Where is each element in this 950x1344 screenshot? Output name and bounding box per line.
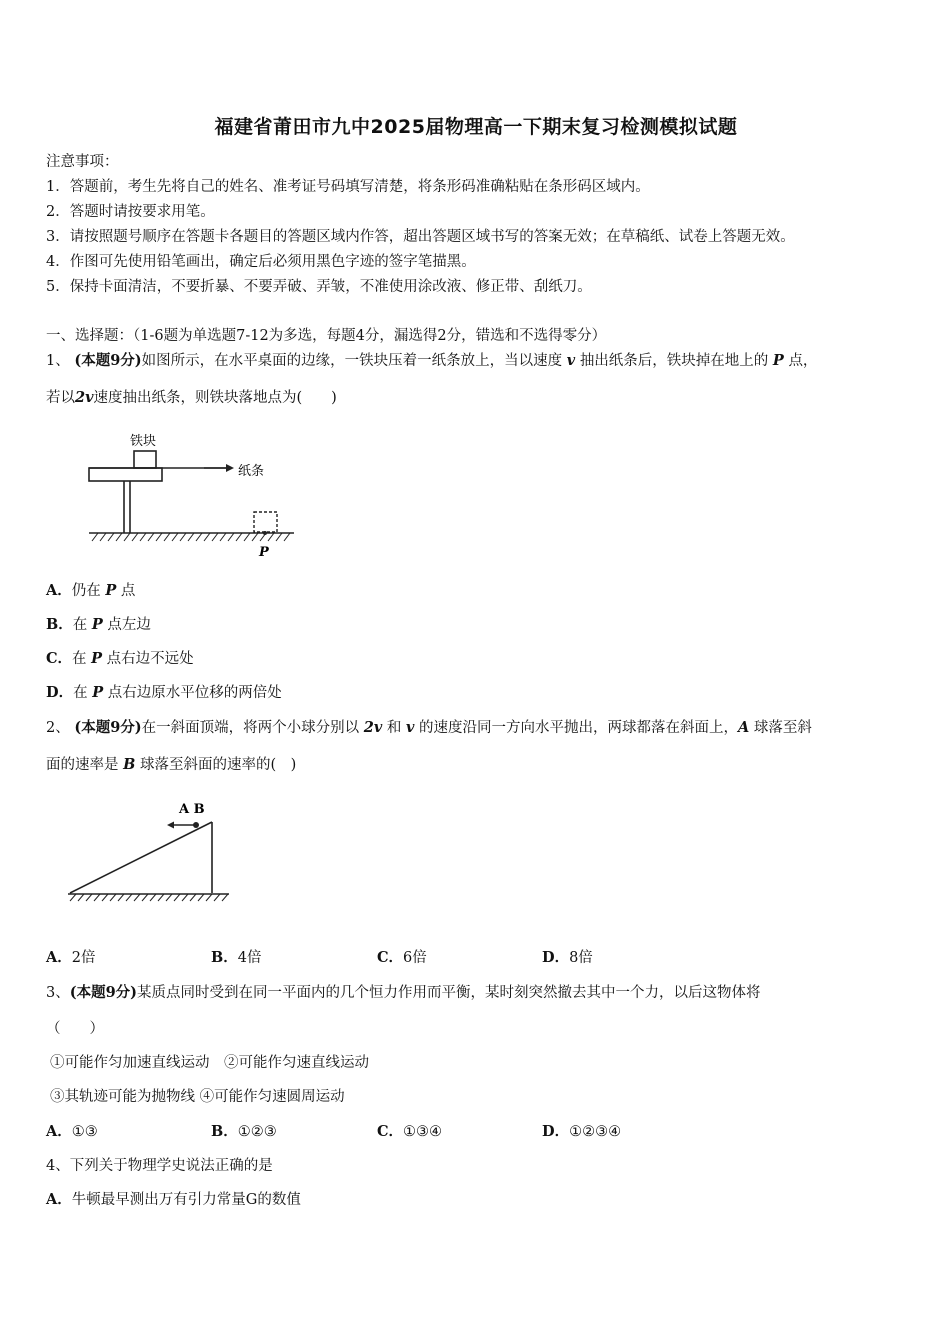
q3-option-c: [377, 1122, 442, 1142]
option-text: 点右边不远处: [102, 651, 194, 667]
option-p: P: [105, 582, 117, 599]
q3-statement-1: ①可能作匀加速直线运动 ②可能作匀速直线运动: [50, 1055, 369, 1071]
option-text: 8倍: [569, 950, 593, 966]
option-letter: A．: [46, 1123, 72, 1140]
q2-text: 的速度沿同一方向水平抛出，两球都落在斜面上，: [419, 720, 739, 736]
q1-figure: [86, 425, 306, 560]
notice-item: 1．答题前，考生先将自己的姓名、准考证号码填写清楚，将条形码准确粘贴在条形码区域内。: [46, 179, 650, 195]
option-text: 仍在: [71, 583, 106, 599]
q2-text: 和: [386, 720, 402, 736]
q1-text: 速度抽出纸条，则铁块落地点为( ): [93, 390, 337, 406]
option-text: ①③: [71, 1124, 98, 1140]
q1-p: P: [772, 352, 784, 369]
q2-a: A: [738, 719, 750, 736]
q4-option-a: [46, 1190, 301, 1210]
q1-text: 如图所示，在水平桌面的边缘，一铁块压着一纸条放上，当以速度: [141, 353, 563, 369]
q1-text: 若以: [46, 390, 75, 406]
option-text: 点左边: [102, 617, 151, 633]
notice-heading: 注意事项：: [46, 154, 119, 170]
option-p: P: [91, 650, 103, 667]
q2-text: 球落至斜面的速率的( ): [139, 757, 297, 773]
q2-figure-label: A B: [179, 802, 205, 817]
q1-text: 点，: [788, 353, 818, 369]
q2-v: v: [406, 719, 415, 736]
q2-option-d: [542, 948, 593, 968]
option-text: ①②③: [237, 1124, 277, 1140]
q1-2v: 2v: [75, 389, 94, 406]
notice-item: 4．作图可先使用铅笔画出，确定后必须用黑色字迹的签字笔描黑。: [46, 254, 476, 270]
option-letter: C．: [46, 650, 73, 667]
option-text: 在: [72, 617, 92, 633]
option-text: 在: [72, 651, 92, 667]
q2-option-c: [377, 948, 427, 968]
section-heading: 一、选择题：（1-6题为单选题7-12为多选，每题4分，漏选得2分，错选和不选得零分）: [46, 328, 607, 344]
q1-point-label: P: [259, 545, 269, 560]
q2-text: 面的速率是: [46, 757, 119, 773]
option-p: P: [91, 616, 103, 633]
question-4: 4、下列关于物理学史说法正确的是: [46, 1158, 273, 1174]
q3-score: (本题9分): [69, 984, 138, 1001]
option-text: 牛顿最早测出万有引力常量G的数值: [71, 1192, 301, 1208]
q1-prefix: 1、: [46, 353, 70, 369]
notice-item: 3．请按照题号顺序在答题卡各题目的答题区域内作答，超出答题区域书写的答案无效；在草稿纸、试卷上答题无效。: [46, 229, 795, 245]
question-1-line-2: [46, 388, 337, 408]
q3-prefix: 3、: [46, 985, 70, 1001]
q2-figure: [64, 797, 284, 909]
q3-option-b: [211, 1122, 277, 1142]
q2-2v: 2v: [363, 719, 383, 736]
option-letter: D．: [542, 949, 570, 966]
q1-v: v: [566, 352, 576, 369]
q1-text: 抽出纸条后，铁块掉在地上的: [579, 353, 769, 369]
q1-strip-label: 纸条: [238, 464, 265, 479]
notice-item: 2．答题时请按要求用笔。: [46, 204, 215, 220]
q3-option-a: [46, 1122, 98, 1142]
q2-text: 在一斜面顶端，将两个小球分别以: [141, 720, 360, 736]
q3-text: 某质点同时受到在同一平面内的几个恒力作用而平衡，某时刻突然撤去其中一个力，以后这物体将: [137, 985, 761, 1001]
q1-option-b: [46, 615, 151, 635]
option-text: 6倍: [403, 950, 427, 966]
notice-item: 5．保持卡面清洁，不要折暴、不要弄破、弄皱，不准使用涂改液、修正带、刮纸刀。: [46, 279, 592, 295]
option-letter: A．: [46, 949, 72, 966]
question-2-line-2: [46, 755, 296, 775]
question-1-line-1: [46, 351, 817, 371]
option-letter: C．: [377, 949, 404, 966]
option-text: 在: [73, 685, 93, 701]
q2-prefix: 2、: [46, 720, 70, 736]
option-text: ①②③④: [569, 1124, 622, 1140]
option-letter: A．: [46, 1191, 72, 1208]
q3-paren: （ ）: [46, 1021, 104, 1037]
option-letter: B．: [211, 949, 238, 966]
option-text: 点: [116, 583, 136, 599]
option-letter: C．: [377, 1123, 404, 1140]
q1-option-d: [46, 683, 282, 703]
option-text: 点右边原水平位移的两倍处: [103, 685, 282, 701]
q1-option-a: [46, 581, 135, 601]
question-3-line-1: [46, 983, 761, 1003]
option-letter: D．: [542, 1123, 570, 1140]
question-2-line-1: [46, 718, 812, 738]
q1-option-c: [46, 649, 194, 669]
page-title: 福建省莆田市九中2025届物理高一下期末复习检测模拟试题: [214, 116, 738, 138]
q3-statement-2: ③其轨迹可能为抛物线 ④可能作匀速圆周运动: [50, 1089, 345, 1105]
option-letter: A．: [46, 582, 72, 599]
q2-text: 球落至斜: [753, 720, 812, 736]
option-letter: B．: [46, 616, 73, 633]
option-text: 4倍: [237, 950, 262, 966]
q2-b: B: [123, 756, 136, 773]
q3-option-d: [542, 1122, 621, 1142]
option-text: 2倍: [71, 950, 96, 966]
option-letter: D．: [46, 684, 74, 701]
q2-score: (本题9分): [74, 719, 142, 736]
q1-block-label: 铁块: [130, 434, 157, 449]
q2-option-a: [46, 948, 96, 968]
q1-score: (本题9分): [74, 352, 142, 369]
option-p: P: [92, 684, 104, 701]
q2-option-b: [211, 948, 262, 968]
option-letter: B．: [211, 1123, 238, 1140]
option-text: ①③④: [403, 1124, 443, 1140]
